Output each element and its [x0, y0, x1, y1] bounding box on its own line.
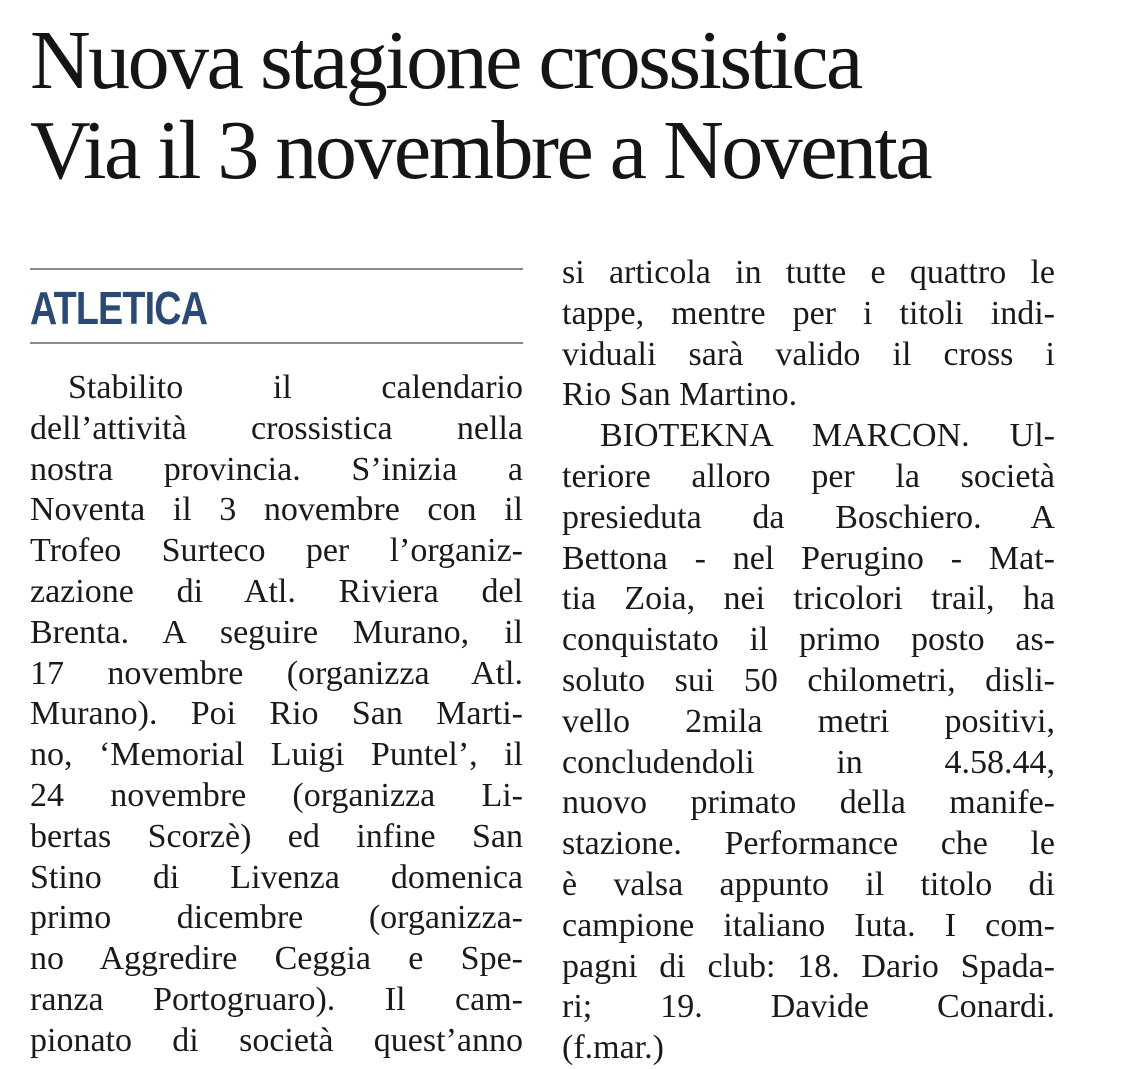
text-line: ri; 19. Davide Conardi. [562, 988, 1055, 1026]
text-line: pagni di club: 18. Dario Spada- [562, 947, 1055, 985]
text-line: nostra provincia. S’inizia a [30, 450, 523, 488]
text-line: teriore alloro per la società [562, 457, 1055, 495]
text-line: Murano). Poi Rio San Marti- [30, 695, 523, 733]
text-line: 17 novembre (organizza Atl. [30, 654, 523, 692]
text-line: Rio San Martino. [562, 376, 798, 414]
text-line: bertas Scorzè) ed infine San [30, 817, 523, 855]
text-line: è valsa appunto il titolo di [562, 865, 1055, 903]
text-line: si articola in tutte e quattro le [562, 254, 1055, 291]
headline-line-1: Nuova stagione crossistica [30, 14, 861, 107]
text-line: campione italiano Iuta. I com- [562, 906, 1055, 944]
text-line: 24 novembre (organizza Li- [30, 776, 523, 814]
headline [30, 16, 1110, 196]
text-line: Trofeo Surteco per l’organiz- [30, 532, 523, 570]
text-line: pionato di società quest’anno [30, 1021, 523, 1059]
text-line: nuovo primato della manife- [562, 784, 1055, 822]
headline-line-2: Via il 3 novembre a Noventa [30, 104, 931, 197]
text-line: Noventa il 3 novembre con il [30, 491, 523, 529]
text-line: concludendoli in 4.58.44, [562, 743, 1055, 781]
article-column-right [562, 253, 1055, 1069]
kicker-rule-bottom [30, 342, 523, 344]
text-line: Bettona - nel Perugino - Mat- [562, 539, 1055, 577]
text-line: BIOTEKNA MARCON. Ul- [600, 417, 1055, 455]
text-line: stazione. Performance che le [562, 825, 1055, 863]
section-kicker: ATLETICA [30, 282, 208, 334]
text-line: ranza Portogruaro). Il cam- [30, 980, 523, 1018]
text-line: tappe, mentre per i titoli indi- [562, 294, 1055, 332]
text-line: no Aggredire Ceggia e Spe- [30, 940, 523, 978]
text-line: dell’attività crossistica nella [30, 409, 523, 447]
article-column-left [30, 368, 523, 1062]
text-line: Stabilito il calendario [68, 369, 523, 406]
text-line: Stino di Livenza domenica [30, 858, 523, 896]
text-line: conquistato il primo posto as- [562, 621, 1055, 659]
text-line: viduali sarà valido il cross i [562, 335, 1055, 373]
kicker-rule-top [30, 268, 523, 270]
text-line: primo dicembre (organizza- [30, 899, 523, 937]
text-line: no, ‘Memorial Luigi Puntel’, il [30, 736, 523, 774]
text-line: tia Zoia, nei tricolori trail, ha [562, 580, 1055, 618]
text-line: Brenta. A seguire Murano, il [30, 613, 523, 651]
text-line: presieduta da Boschiero. A [562, 498, 1055, 536]
text-line: (f.mar.) [562, 1029, 664, 1067]
text-line: soluto sui 50 chilometri, disli- [562, 661, 1055, 699]
text-line: zazione di Atl. Riviera del [30, 572, 523, 610]
text-line: vello 2mila metri positivi, [562, 702, 1055, 740]
